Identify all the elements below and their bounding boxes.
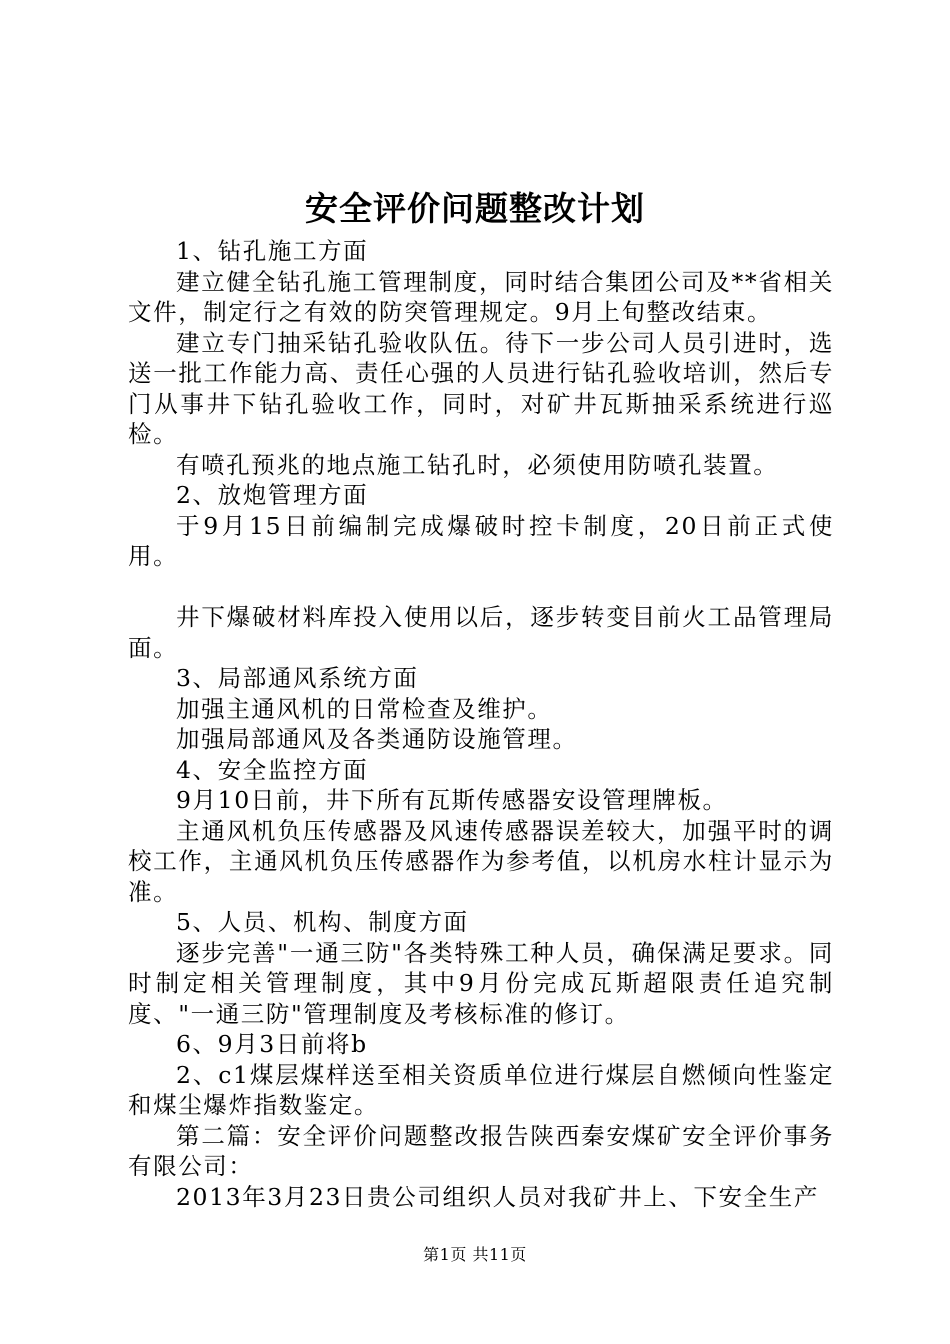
section-heading-blasting: 2、放炮管理方面	[176, 481, 369, 509]
paragraph: 井下爆破材料库投入使用以后，逐步转变目前火工品管理局面。	[128, 603, 834, 662]
section-heading-monitoring: 4、安全监控方面	[176, 755, 369, 784]
paragraph: 9月10日前，井下所有瓦斯传感器安设管理牌板。	[176, 786, 728, 814]
paragraph: 加强局部通风及各类通防设施管理。	[176, 725, 578, 753]
section-heading-personnel: 5、人员、机构、制度方面	[176, 908, 469, 936]
section-heading-coal-samples: 6、9月3日前将b	[176, 1030, 368, 1058]
paragraph: 主通风机负压传感器及风速传感器误差较大，加强平时的调校工作，主通风机负压传感器作为参考值，以机房水柱计显示为准。	[128, 816, 834, 906]
paragraph: 加强主通风机的日常检查及维护。	[176, 694, 553, 723]
paragraph: 建立专门抽采钻孔验收队伍。待下一步公司人员引进时，选送一批工作能力高、责任心强的人员进行钻孔验收培训，然后专门从事井下钻孔验收工作，同时，对矿井瓦斯抽采系统进行巡检。	[128, 328, 834, 448]
paragraph: 有喷孔预兆的地点施工钻孔时，必须使用防喷孔装置。	[176, 450, 779, 479]
document-title: 安全评价问题整改计划	[305, 189, 645, 228]
paragraph: 2013年3月23日贵公司组织人员对我矿井上、下安全生产	[176, 1182, 819, 1211]
section-heading-drilling: 1、钻孔施工方面	[176, 237, 369, 265]
paragraph: 2、c1煤层煤样送至相关资质单位进行煤层自燃倾向性鉴定和煤尘爆炸指数鉴定。	[128, 1060, 834, 1119]
paragraph: 建立健全钻孔施工管理制度，同时结合集团公司及**省相关文件，制定行之有效的防突管理规定。9月上旬整改结束。	[128, 267, 834, 326]
paragraph-second-part: 第二篇：安全评价问题整改报告陕西秦安煤矿安全评价事务有限公司：	[128, 1121, 834, 1180]
document-body	[128, 236, 834, 1212]
section-heading-ventilation: 3、局部通风系统方面	[176, 664, 419, 692]
blank-line	[128, 572, 834, 603]
paragraph: 逐步完善"一通三防"各类特殊工种人员，确保满足要求。同时制定相关管理制度，其中9月份完成瓦斯超限责任追究制度、"一通三防"管理制度及考核标准的修订。	[128, 938, 834, 1028]
paragraph: 于9月15日前编制完成爆破时控卡制度，20日前正式使用。	[128, 511, 834, 570]
page-footer: 第1页 共11页	[423, 1245, 527, 1264]
